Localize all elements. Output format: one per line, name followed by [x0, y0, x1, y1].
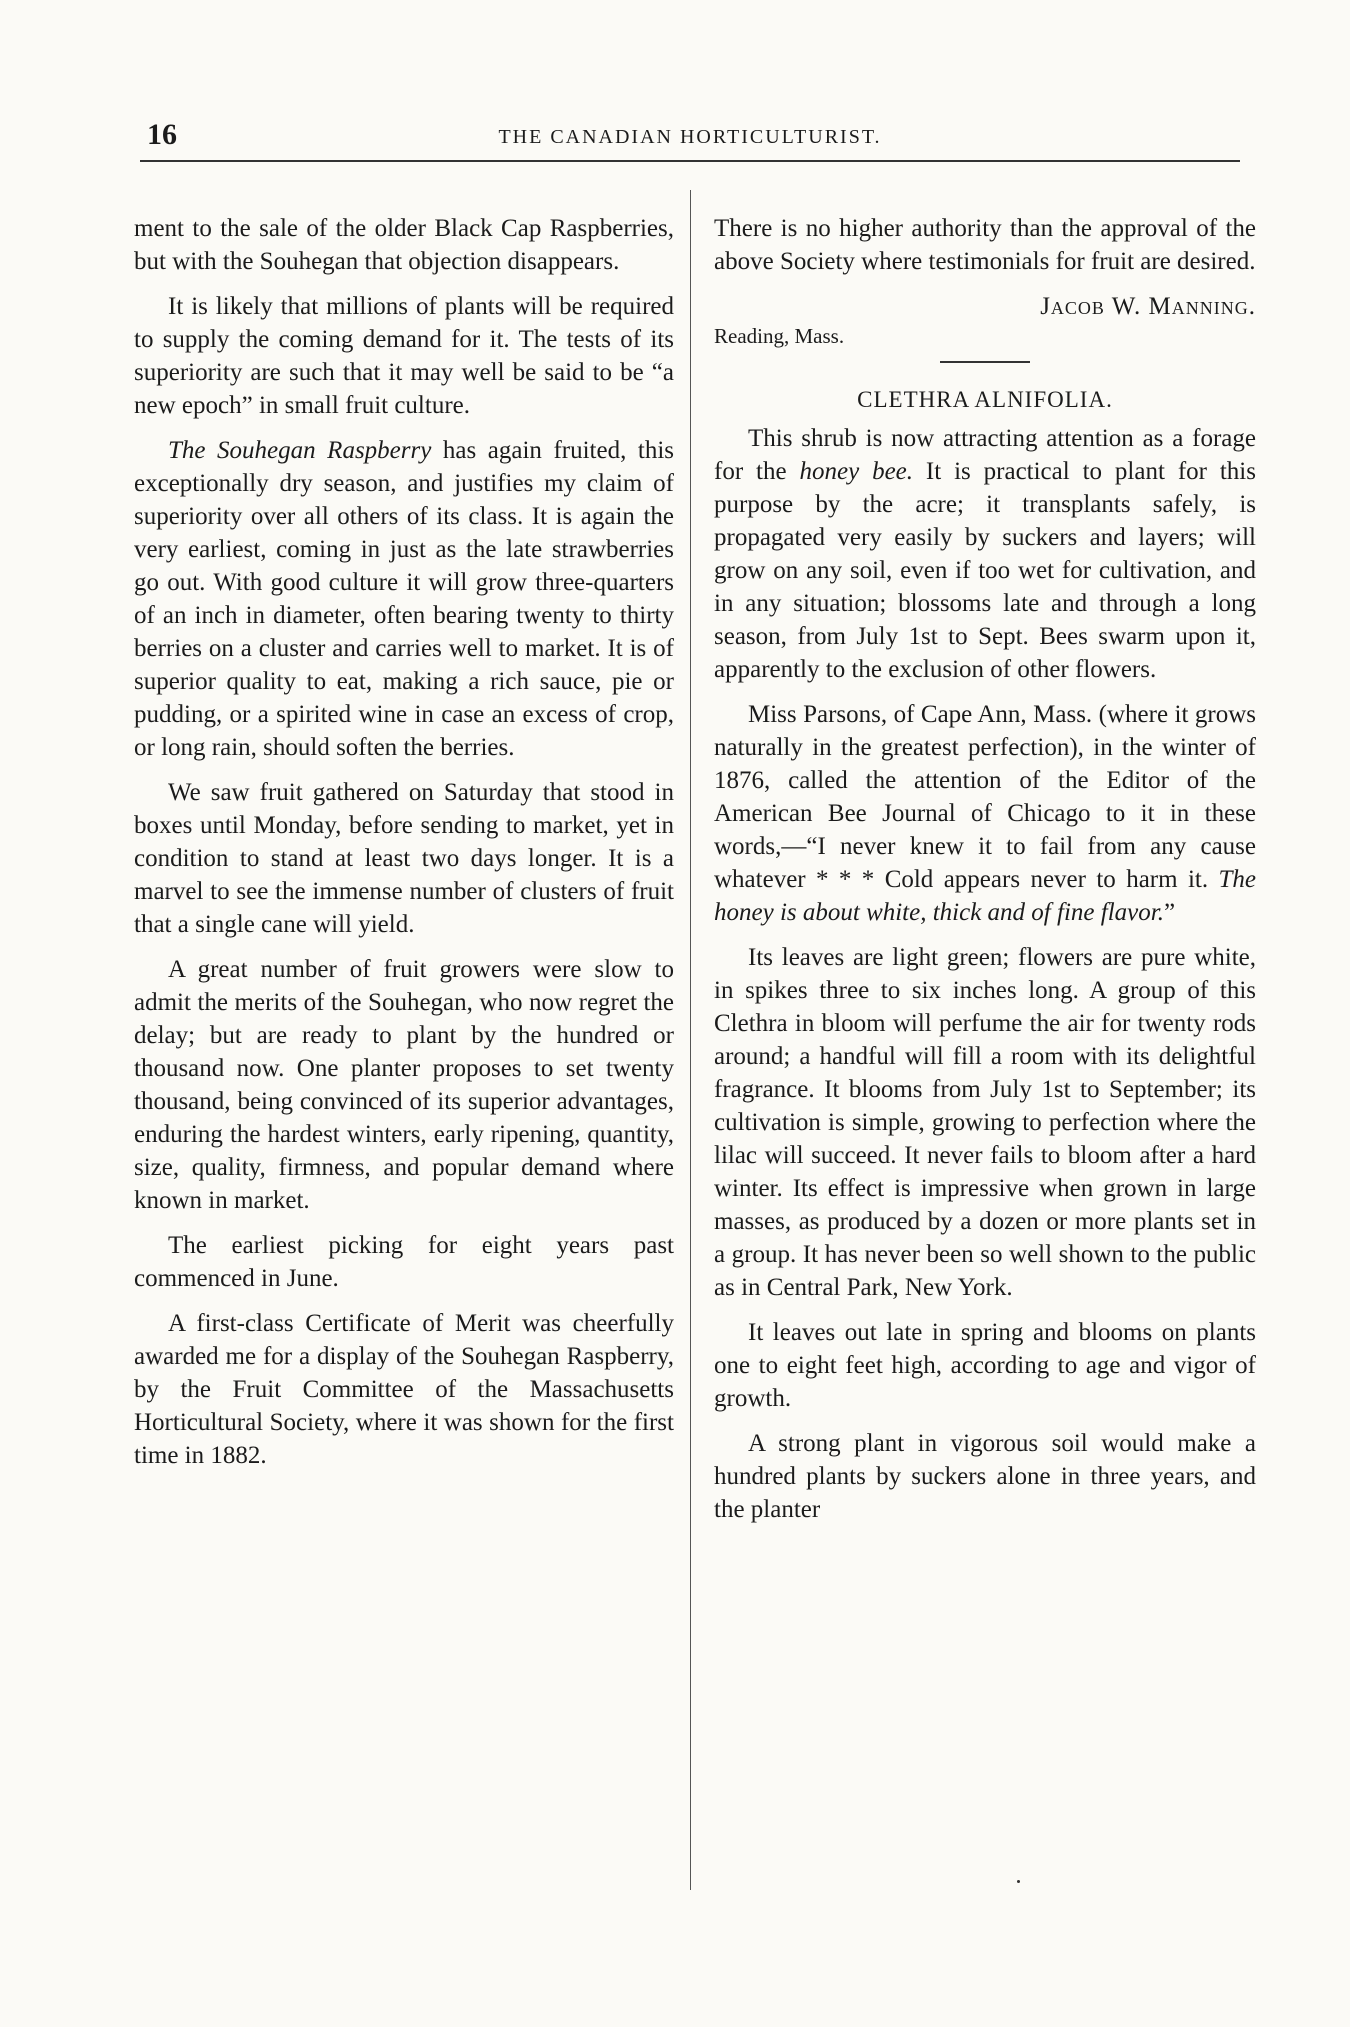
- italic-text: honey bee.: [799, 458, 914, 485]
- page-number: 16: [147, 118, 177, 151]
- header-rule: [140, 160, 1240, 162]
- place-line: Reading, Mass.: [714, 324, 845, 348]
- paragraph-text: It is practical to plant for this purpose by the acre; it transplants safely, is propagated very easily by suckers and layers; will grow on any soil, even if too wet for cultivation, and in any situation; blossoms late and through a long season, from July 1st to Sept. Bees swarm upon it, apparently to the exclusion of other flowers.: [714, 458, 1256, 683]
- paragraph-text: This shrub is now attracting attention as a forage for the: [714, 425, 1256, 485]
- paragraph: We saw fruit gathered on Saturday that stood in boxes until Monday, before sending to market, yet in condition to stand at least two days longer. It is a marvel to see the immense number of clusters of fruit that a single cane will yield.: [134, 779, 674, 938]
- paragraph-text: has again fruited, this exceptionally dry season, and justifies my claim of superiority over all others of its class. It is again the very earliest, coming in just as the late strawberries go out. With good culture it will grow three-quarters of an inch in diameter, often bearing twenty to thirty berries on a cluster and carries well to market. It is of superior quality to eat, making a rich sauce, pie or pudding, or a spirited wine in case an excess of crop, or long rain, should soften the berries.: [134, 437, 674, 761]
- paragraph: A great number of fruit growers were slow to admit the merits of the Souhegan, who now regret the delay; but are ready to plant by the hundred or thousand now. One planter proposes to set twenty thousand, being convinced of its superior advantages, enduring the hardest winters, early ripening, quantity, size, quality, firmness, and popular demand where known in market.: [134, 956, 674, 1214]
- paragraph: The earliest picking for eight years past commenced in June.: [134, 1232, 674, 1292]
- left-column: [134, 212, 674, 1484]
- page-header: [135, 118, 1245, 158]
- paragraph: A strong plant in vigorous soil would make a hundred plants by suckers alone in three years, and the planter: [714, 1430, 1256, 1523]
- section-heading: CLETHRA ALNIFOLIA.: [857, 387, 1113, 412]
- paragraph: ment to the sale of the older Black Cap Raspberries, but with the Souhegan that objection disappears.: [134, 215, 674, 275]
- running-title: THE CANADIAN HORTICULTURIST.: [498, 126, 882, 148]
- paragraph: There is no higher authority than the approval of the above Society where testimonials for fruit are desired.: [714, 215, 1256, 275]
- section-rule: [940, 361, 1030, 363]
- paragraph: [714, 422, 1256, 686]
- paragraph-text: Miss Parsons, of Cape Ann, Mass. (where it grows naturally in the greatest perfection), in the winter of 1876, called the attention of the Editor of the American Bee Journal of Chicago to it in these words,—“I never knew it to fail from any cause whatever * * * Cold appears never to harm it.: [714, 701, 1256, 893]
- italic-text: The Souhegan Raspberry: [168, 437, 432, 464]
- paragraph: It leaves out late in spring and blooms on plants one to eight feet high, according to age and vigor of growth.: [714, 1319, 1256, 1412]
- paragraph: A first-class Certificate of Merit was cheerfully awarded me for a display of the Souhegan Raspberry, by the Fruit Committee of the Massachusetts Horticultural Society, where it was shown for the first time in 1882.: [134, 1310, 674, 1469]
- paragraph: Its leaves are light green; flowers are pure white, in spikes three to six inches long. A group of this Clethra in bloom will perfume the air for twenty rods around; a handful will fill a room with its delightful fragrance. It blooms from July 1st to September; its cultivation is simple, growing to perfection where the lilac will succeed. It never fails to bloom after a hard winter. Its effect is impressive when grown in large masses, as produced by a dozen or more plants set in a group. It has never been so well shown to the public as in Central Park, New York.: [714, 944, 1256, 1301]
- paragraph-text: ”: [1163, 899, 1176, 926]
- signature: Jacob W. Manning.: [1040, 293, 1256, 320]
- print-speck: [1017, 1880, 1020, 1883]
- paragraph: [714, 698, 1256, 929]
- right-column: [714, 212, 1256, 1538]
- column-divider: [690, 190, 691, 1890]
- paragraph: [134, 434, 674, 764]
- paragraph: It is likely that millions of plants will be required to supply the coming demand for it. The tests of its superiority are such that it may well be said to be “a new epoch” in small fruit culture.: [134, 293, 674, 419]
- italic-text: The honey is about white, thick and of fine flavor.: [714, 866, 1256, 926]
